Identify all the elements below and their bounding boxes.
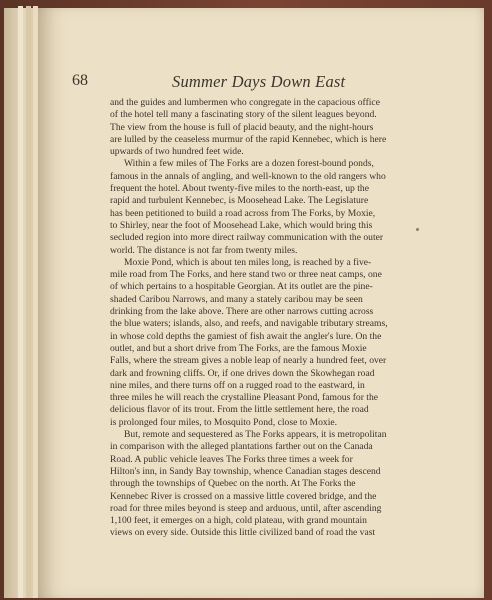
- body-text: [110, 97, 408, 540]
- page-number: 68: [72, 72, 88, 89]
- text-line: Within a few miles of The Forks are a dozen forest-bound ponds,: [124, 158, 374, 170]
- page-header: [72, 72, 402, 92]
- text-line: Kennebec River is crossed on a massive little covered bridge, and the: [110, 490, 377, 502]
- text-line: is prolonged four miles, to Mosquito Pond, close to Moxie.: [110, 416, 338, 428]
- text-line: frequent the hotel. About twenty-five miles to the north-east, up the: [110, 183, 369, 195]
- text-line: of which pertains to a hospitable Georgian. At its outlet are the pine-: [110, 281, 373, 293]
- text-line: to Shirley, near the foot of Moosehead Lake, which would bring this: [110, 219, 373, 231]
- page-edge: [18, 6, 23, 598]
- text-line: Hilton's inn, in Sandy Bay township, whence Canadian stages descend: [110, 465, 381, 477]
- text-line: outlet, and but a short drive from The Forks, are the famous Moxie: [110, 342, 367, 354]
- text-line: drinking from the lake above. There are other narrows cutting across: [110, 306, 374, 318]
- running-title: Summer Days Down East: [172, 72, 346, 91]
- text-line: The view from the house is full of placid beauty, and the night-hours: [110, 121, 374, 133]
- text-line: Falls, where the stream gives a noble leap of nearly a hundred feet, over: [110, 355, 387, 367]
- text-line: shaded Caribou Narrows, and many a stately caribou may be seen: [110, 293, 363, 305]
- text-line: mile road from The Forks, and here stand two or three neat camps, one: [110, 269, 382, 281]
- text-line: Moxie Pond, which is about ten miles long, is reached by a five-: [124, 256, 372, 268]
- ink-speck: [416, 228, 419, 231]
- text-line: famous in the annals of angling, and well-known to the old rangers who: [110, 170, 386, 182]
- text-line: secluded region into more direct railway communication with the outer: [110, 232, 384, 244]
- text-line: in whose cold depths the gamiest of fish await the angler's lure. On the: [110, 330, 382, 342]
- text-line: three miles he will reach the crystalline Pleasant Pond, famous for the: [110, 392, 379, 404]
- text-line: upwards of two hundred feet wide.: [110, 146, 244, 158]
- text-line: But, remote and sequestered as The Forks appears, it is metropolitan: [124, 429, 387, 441]
- text-line: dark and frowning cliffs. Or, if one drives down the Skowhegan road: [110, 367, 375, 379]
- page-edge: [26, 6, 31, 598]
- text-line: has been petitioned to build a road across from The Forks, by Moxie,: [110, 207, 376, 219]
- text-line: and the guides and lumbermen who congregate in the capacious office: [110, 97, 380, 108]
- text-line: delicious flavor of its trout. From the little settlement here, the road: [110, 404, 369, 416]
- text-line: rapid and turbulent Kennebec, is Moosehead Lake. The Legislature: [110, 195, 369, 207]
- text-line: 1,100 feet, it emerges on a high, cold plateau, with grand mountain: [110, 515, 367, 527]
- text-line: nine miles, and there turns off on a rugged road to the eastward, in: [110, 379, 365, 391]
- text-line: road for three miles beyond is steep and arduous, until, after ascending: [110, 502, 382, 514]
- text-line: Road. A public vehicle leaves The Forks three times a week for: [110, 453, 353, 465]
- text-line: through the townships of Quebec on the north. At The Forks the: [110, 478, 356, 490]
- text-line: views on every side. Outside this little civilized band of road the vast: [110, 527, 376, 539]
- text-line: in comparison with the alleged plantations farther out on the Canada: [110, 441, 373, 453]
- text-line: world. The distance is not far from twenty miles.: [110, 244, 298, 256]
- text-line: are lulled by the ceaseless murmur of the rapid Kennebec, which is here: [110, 133, 387, 145]
- text-line: the blue waters; islands, also, and reefs, and navigable tributary streams,: [110, 318, 388, 330]
- text-line: of the hotel tell many a fascinating story of the silent leagues beyond.: [110, 109, 377, 121]
